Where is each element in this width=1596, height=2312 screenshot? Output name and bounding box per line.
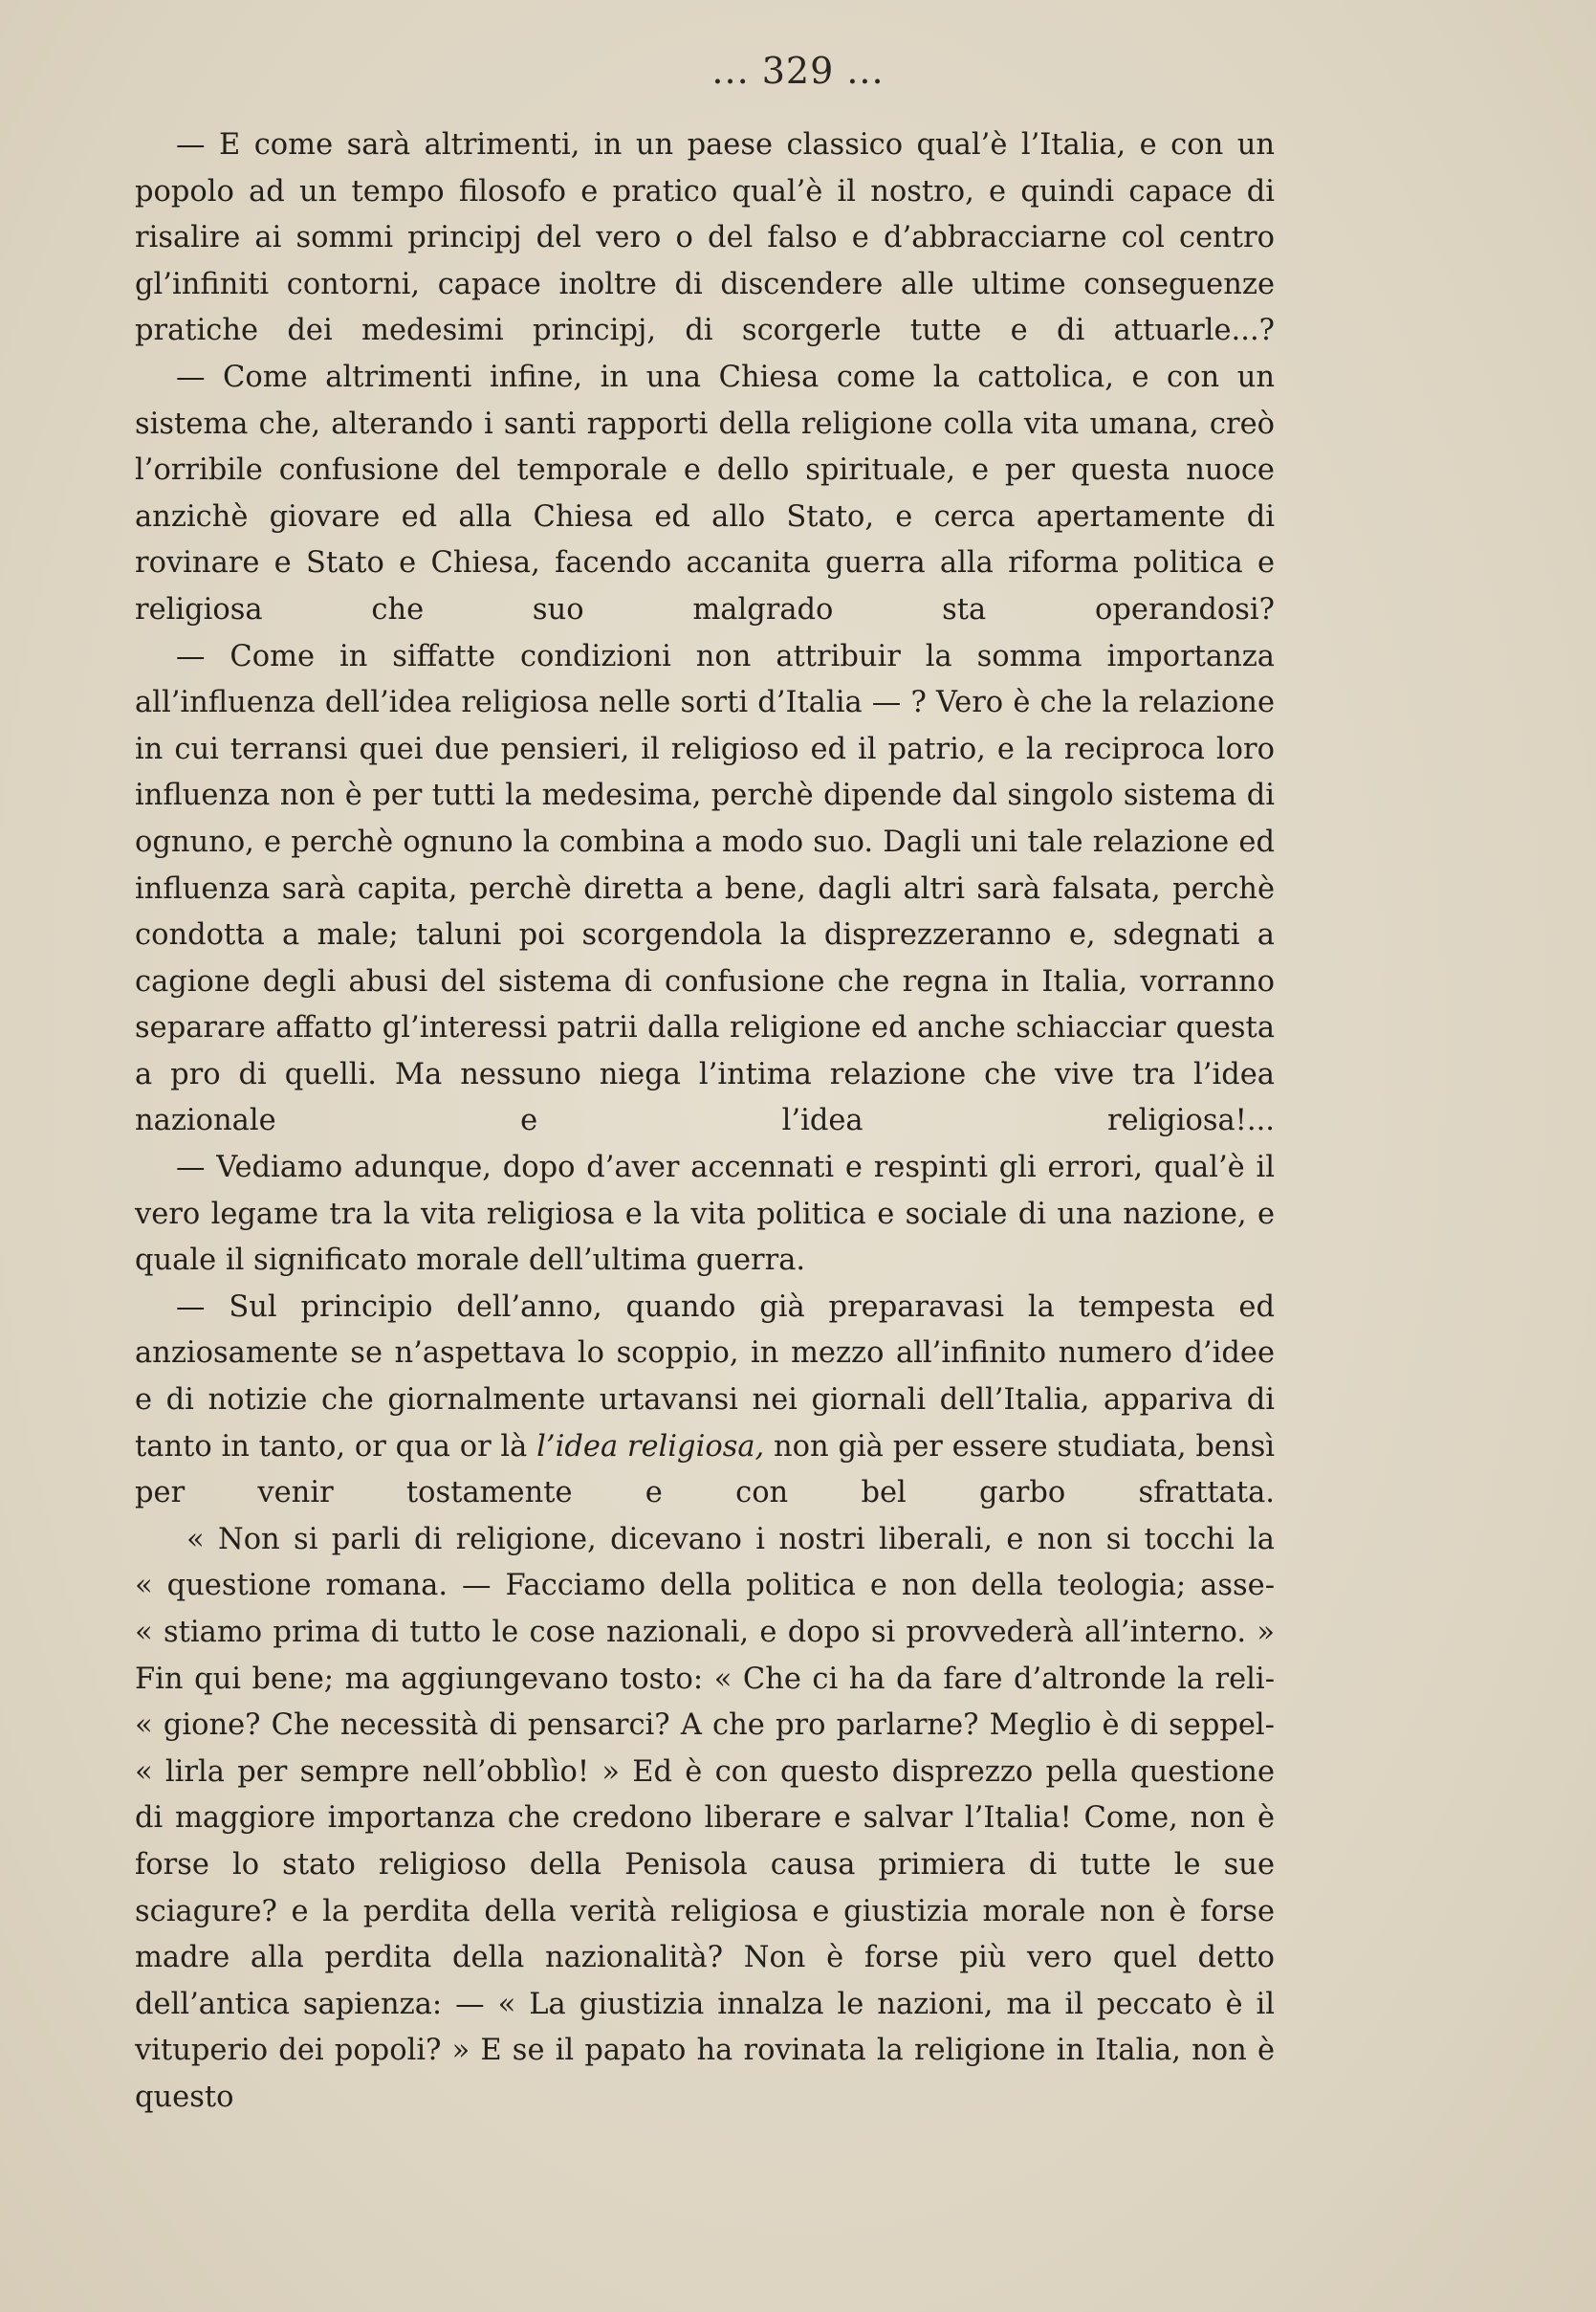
quote-line-5: « gione? Che necessità di pensarci? A che pro parlarne? Meglio è di seppel- (135, 1708, 1275, 1743)
body-text (135, 122, 1275, 2122)
quote-line-1: « Non si parli di religione, dicevano i nostri liberali, e non si tocchi la (186, 1522, 1275, 1556)
quote-line-6: « lirla per sempre nell’obblìo! » Ed è con questo disprezzo pella questione (135, 1754, 1275, 1789)
paragraph-3: — Come in siffatte condizioni non attribuir la somma importanza all’influenza dell’idea religiosa nelle sorti d’Italia — ? Vero è che la relazione in cui terransi quei due pensieri, il religioso ed il patrio, e la reciproca loro influenza non è per tutti la medesima, perchè dipende dal singolo sistema di ognuno, e perchè ognuno la combina a modo suo. Dagli uni tale relazione ed influenza sarà capita, perchè diretta a bene, dagli altri sarà falsata, perchè condotta a male; taluni poi scorgendola la disprezzeranno e, sdegnati a cagione degli abusi del sistema di confusione che regna in Italia, vorranno separare affatto gl’interessi patrii dalla religione ed anche schiacciar questa a pro di quelli. Ma nessuno niega l’intima relazione che vive tra l’idea nazionale e l’idea religiosa!... (135, 639, 1275, 1138)
quote-line-2: « questione romana. — Facciamo della politica e non della teologia; asse- (135, 1569, 1275, 1603)
paragraph-6-rest: di maggiore importanza che credono liberare e salvar l’Italia! Come, non è forse lo stato religioso della Penisola causa primiera di tutte le sue sciagure? e la perdita della verità religiosa e giustizia morale non è forse madre alla perdita della nazionalità? Non è forse più vero quel detto dell’antica sapienza: — « La giustizia innalza le nazioni, ma il peccato è il vituperio dei popoli? » E se il papato ha rovinata la religione in Italia, non è questo (135, 1801, 1275, 2114)
paragraph-5-text-before: — Sul principio dell’anno, quando già preparavasi la tempesta ed anziosamente se n’aspettava lo scoppio, in mezzo all’infinito numero d’idee e di notizie che giornalmente urtavansi nei giornali dell’Italia, appariva di tanto in tanto, or qua or là (135, 1289, 1275, 1464)
paragraph-5-emphasis: l’idea religiosa, (536, 1429, 765, 1464)
quote-line-4: Fin qui bene; ma aggiungevano tosto: « Che ci ha da fare d’altronde la reli- (135, 1662, 1275, 1696)
quote-line-3: « stiamo prima di tutto le cose nazionali, e dopo si provvederà all’interno. » (135, 1616, 1275, 1649)
paragraph-5 (135, 1285, 1275, 1517)
paragraph-5-text-after: non già per essere studiata, bensì per venir tostamente e con bel garbo sfrattata. (135, 1429, 1276, 1510)
paragraph-4: — Vediamo adunque, dopo d’aver accennati e respinti gli errori, qual’è il vero legame tra la vita religiosa e la vita politica e sociale di una nazione, e quale il significato morale dell’ultima guerra. (135, 1151, 1275, 1278)
paragraph-2: — Come altrimenti infine, in una Chiesa come la cattolica, e con un sistema che, alterando i santi rapporti della religione colla vita umana, creò l’orribile confusione del temporale e dello spirituale, e per questa nuoce anzichè giovare ed alla Chiesa ed allo Stato, e cerca apertamente di rovinare e Stato e Chiesa, facendo accanita guerra alla riforma politica e religiosa che suo malgrado sta operandosi? (135, 360, 1275, 627)
paragraph-1: — E come sarà altrimenti, in un paese classico qual’è l’Italia, e con un popolo ad un tempo filosofo e pratico qual’è il nostro, e quindi capace di risalire ai sommi principj del vero o del falso e d’abbracciarne col centro gl’infiniti contorni, capace inoltre di discendere alle ultime conseguenze pratiche dei medesimi principj, di scorgerle tutte e di attuarle...? (135, 128, 1275, 348)
page-number: ... 329 ... (711, 50, 885, 92)
